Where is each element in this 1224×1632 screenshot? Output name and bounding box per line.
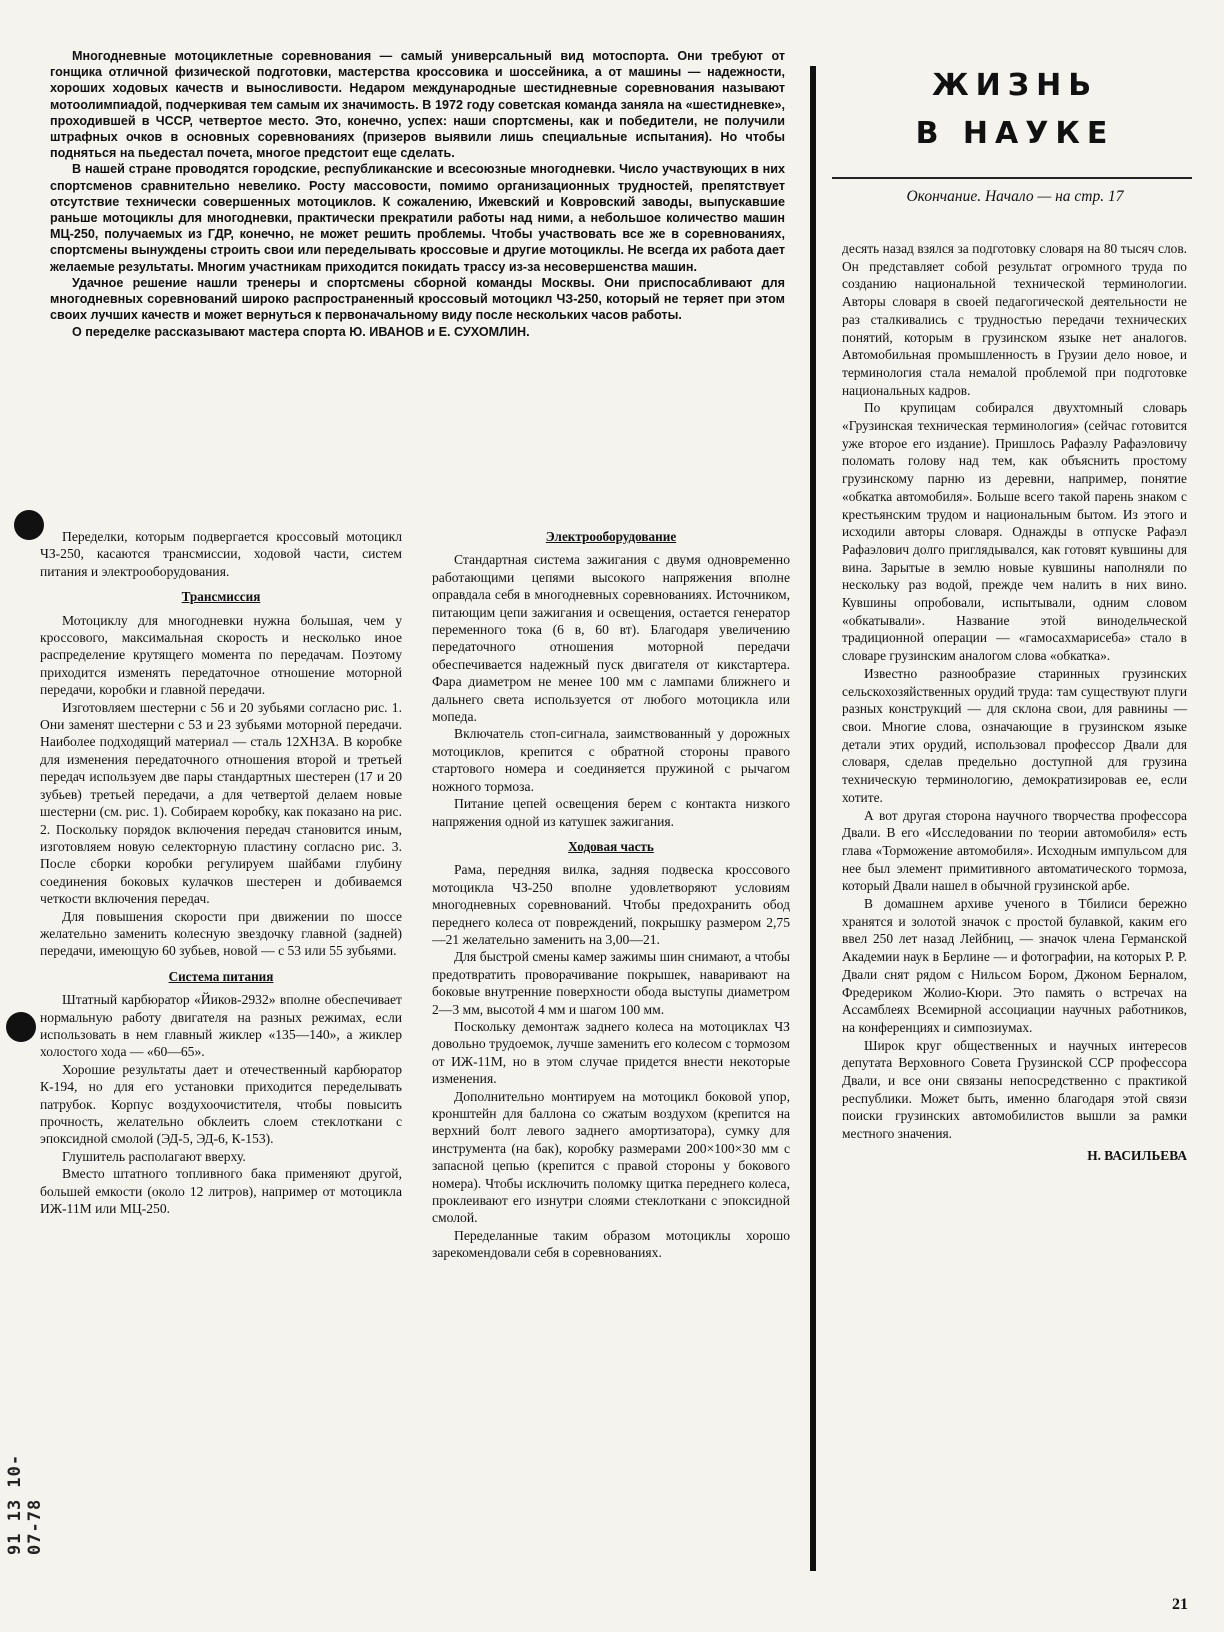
- intro-paragraph: Многодневные мотоциклетные соревнования — самый универсальный вид мотоспорта. Они требуют от гонщика отличной физической подготовки, мастерства кроссовика и шоссейника, а от машины — надежности, хороших ходовых качеств и выносливости. Недаром международные шестидневные соревнования называют мотоолимпиадой, подчеркивая тем самым их значимость. В 1972 году советская команда заняла на «шестидневке», проходившей в ЧССР, четвертое место. Это, конечно, успех: наши спортсмены, как и победители, не получили штрафных очков в основных соревнованиях (призеров выявили лишь специальные испытания). Но чтобы подняться на пьедестал почета, многое предстоит еще сделать.: [50, 49, 785, 161]
- body-paragraph: Включатель стоп-сигнала, заимствованный у дорожных мотоциклов, крепится с обратной стороны правого стартового номера и соединяется пружиной с рычагом ножного тормоза.: [432, 726, 790, 794]
- rubric-line: В НАУКЕ: [915, 116, 1115, 151]
- intro-paragraph: В нашей стране проводятся городские, республиканские и всесоюзные многодневки. Число участвующих в них спортсменов сравнительно невелико. Росту массовости, помимо организационных трудностей, препятствует отсутствие технически совершенных мотоциклов. К сожалению, Ижевский и Ковровский заводы, выпускавшие раньше мотоциклы для многодневки, практически прекратили работы над ними, а небольшое количество машин МЦ-250, получаемых из ГДР, конечно, не может решить проблемы. Чтобы участвовать все же в соревнованиях, спортсмены вынуждены строить свои или переделывать кроссовые и другие мотоциклы. Не всегда их работа дает желаемые результаты. Многим участникам приходится покидать трассу из-за несовершенства машин.: [50, 162, 785, 274]
- section-heading-electrics: Электрооборудование: [545, 529, 677, 544]
- section-heading-fuel-system: Система питания: [168, 968, 274, 984]
- intro-paragraph: Удачное решение нашли тренеры и спортсмены сборной команды Москвы. Они приспосабливают для многодневных соревнований широко распространенный кроссовый мотоцикл ЧЗ-250, который не теряет при этом своих лучших качеств и может вернуться к первоначальному виду после нескольких часов работы.: [50, 275, 785, 323]
- rubric-line: ЖИЗНЬ: [931, 68, 1099, 103]
- section-heading-chassis: Ходовая часть: [568, 838, 654, 854]
- body-paragraph: Широк круг общественных и научных интересов депутата Верховного Совета Грузинской ССР профессора Двали, и все они связаны непосредственно с практикой республики. Может быть, именно благодаря этой связи поиски грузинских автомобилистов вышли за рамки местного значения.: [842, 1037, 1187, 1142]
- body-paragraph: Питание цепей освещения берем с контакта низкого напряжения одной из катушек зажигания.: [432, 796, 790, 829]
- body-paragraph: А вот другая сторона научного творчества профессора Двали. В его «Исследовании по теории автомобиля» есть глава «Торможение автомобиля». Исходным импульсом для нее был элемент примитивного автоматического тормоза, который Двали нашел в обычной грузинской арбе.: [842, 807, 1187, 894]
- intro-byline: О переделке рассказывают мастера спорта Ю. ИВАНОВ и Е. СУХОМЛИН.: [72, 325, 530, 340]
- punch-hole-mark: [6, 1012, 36, 1042]
- body-paragraph: Стандартная система зажигания с двумя одновременно работающими цепями высокого напряжения вполне оправдала себя в многодневных соревнованиях. Источником, питающим цепи зажигания и освещения, остается генератор переменного тока (6 в, 60 вт). Благодаря увеличению передаточного отношения моторной передачи обеспечивается надежный пуск двигателя от кикстартера. Фара диаметром не менее 100 мм с лампами ближнего и дальнего света используется от любого мотоцикла или мопеда.: [432, 552, 790, 725]
- body-paragraph: Глушитель располагают вверху.: [62, 1148, 246, 1164]
- library-stamp: 91 13 10-07-78: [5, 1453, 45, 1555]
- page-number: 21: [1172, 1596, 1188, 1613]
- lead-paragraph: Переделки, которым подвергается кроссовый мотоцикл ЧЗ-250, касаются трансмиссии, ходовой части, систем питания и электрооборудования.: [40, 529, 402, 579]
- article-intro: [50, 48, 785, 341]
- body-paragraph: Мотоциклу для многодневки нужна большая, чем у кроссового, максимальная скорость и несколько иное распределение крутящего момента по передачам. Поэтому приходится изменять передаточное отношение моторной передачи, коробки и главной передачи.: [40, 612, 402, 698]
- body-paragraph: Штатный карбюратор «Йиков-2932» вполне обеспечивает нормальную работу двигателя на разных режимах, если использовать в нем главный жиклер «135—140», а жиклер холостого хода — «60—65».: [40, 992, 402, 1060]
- body-paragraph: В домашнем архиве ученого в Тбилиси бережно хранятся и золотой значок с простой булавкой, каким его ввел 250 лет назад Лейбниц, — значок члена Германской Академии наук в Берлине — и фотографии, на которых Р. Р. Двали снят рядом с Нильсом Бором, Джоном Берналом, Фредериком Жолио-Кюри. Это память о встречах на Ассамблеях Всемирной ассоциации научных работников, на конференциях и симпозиумах.: [842, 896, 1187, 1035]
- left-column: [40, 528, 402, 1217]
- rubric-title: [850, 62, 1180, 158]
- author-signature: Н. ВАСИЛЬЕВА: [1087, 1147, 1187, 1163]
- body-paragraph: Для повышения скорости при движении по шоссе желательно заменить колесную звездочку главной (задней) передачи, имеющую 60 зубьев, новой — с 53 или 55 зубьями.: [40, 908, 402, 959]
- body-paragraph: Переделанные таким образом мотоциклы хорошо зарекомендовали себя в соревнованиях.: [432, 1227, 790, 1261]
- body-paragraph: Дополнительно монтируем на мотоцикл боковой упор, кронштейн для баллона со сжатым воздухом (крепится на верхний болт левого заднего амортизатора), сумку для инструмента (на бак), коробку размерами 200×100×30 мм с запасной цепью (крепится с правой стороны у бокового номера). Чтобы исключить поломку щитка переднего колеса, проклеивают его изнутри слоями стеклоткани с эпоксидной смолой.: [432, 1088, 790, 1226]
- body-paragraph: Изготовляем шестерни с 56 и 20 зубьями согласно рис. 1. Они заменят шестерни с 53 и 23 зубьями моторной передачи. Наиболее подходящий материал — сталь 12ХН3А. В коробке для изменения передаточного отношения второй и третьей передач используем две пары стандартных шестерен (17 и 20 зубьев) третьей передачи, а для четвертой делаем новые шестерни (см. рис. 1). Собираем коробку, как показано на рис. 2. Поскольку порядок включения передач становится иным, изготовляем новую селекторную пластину согласно рис. 3. После сборки коробки регулируем шайбами глубину соединения боковых кулачков шестерен и добиваемся четкости включения передач.: [40, 699, 402, 907]
- column-divider: [810, 66, 816, 1571]
- rubric-divider: [832, 177, 1192, 179]
- body-paragraph: Известно разнообразие старинных грузинских сельскохозяйственных орудий труда: там существуют плуги разных конструкций — для склона свои, для равнины — свои. Многие слова, означающие в грузинском языке детали этих орудий, использовал профессор Двали для словаря, сделав предельно доступной для грузина техническую терминологию, демократизировав ее, если хотите.: [842, 665, 1187, 805]
- body-paragraph: Вместо штатного топливного бака применяют другой, большей емкости (около 12 литров), например от мотоцикла ИЖ-11М или МЦ-250.: [40, 1166, 402, 1217]
- body-paragraph: Для быстрой смены камер зажимы шин снимают, а чтобы предотвратить проворачивание покрышек, наваривают на боковые внутренние поверхности обода выступы диаметром 2—3 мм, высотой 4 мм и шагом 100 мм.: [432, 949, 790, 1017]
- continuation-note: Окончание. Начало — на стр. 17: [906, 188, 1124, 205]
- body-paragraph: десять назад взялся за подготовку словаря на 80 тысяч слов. Он представляет собой результат огромного труда по созданию национальной технической терминологии. Авторы словаря в своей педагогической деятельности не раз сталкивались с трудностью передачи технических понятий, которым в грузинском языке нет аналогов. Автомобильная промышленность в Грузии дело новое, и терминология стала немалой проблемой при подготовке национальных кадров.: [842, 241, 1187, 398]
- body-paragraph: Поскольку демонтаж заднего колеса на мотоциклах ЧЗ довольно трудоемок, лучше заменить его колесом с тормозом от ИЖ-11М, но в этом случае придется внести некоторые изменения.: [432, 1018, 790, 1087]
- middle-column: [432, 528, 790, 1262]
- right-column: [842, 240, 1187, 1165]
- body-paragraph: Хорошие результаты дает и отечественный карбюратор К-194, но для его установки приходится переделывать патрубок. Корпус воздухоочистителя, чтобы повысить прочность, желательно обклеить слоем стеклоткани с эпоксидной смолой (ЭД-5, ЭД-6, К-153).: [40, 1061, 402, 1147]
- section-heading-transmission: Трансмиссия: [181, 589, 261, 605]
- body-paragraph: По крупицам собирался двухтомный словарь «Грузинская техническая терминология» (сейчас готовится уже второе его издание). Пришлось Рафаэлу Рафаэловичу поломать голову над тем, как объяснить простому грузинскому парню из деревни, например, понятие «обкатка автомобиля». Больше всего такой парень знаком с крестьянским трудом и национальным бытом. Из этого и исходили авторы словаря. Однажды в отпуске Рафаэл Рафаэлович долго приглядывался, как готовят кувшины для вина. Зарытые в землю новые кувшины наполняли по нескольку раз водой, прежде чем налить в них вино. Кувшины опробовали, испытывали, одним словом «обкатывали». Название этой винодельческой традиционной операции — «гамосахмарисеба» стало в словаре грузинским аналогом слова «обкатка».: [842, 400, 1187, 664]
- body-paragraph: Рама, передняя вилка, задняя подвеска кроссового мотоцикла ЧЗ-250 вполне удовлетворяют условиям многодневных соревнований. Чтобы предохранить обод переднего колеса от повреждений, покрышку размером 2,75—21 желательно заменить на 3,00—21.: [432, 862, 790, 947]
